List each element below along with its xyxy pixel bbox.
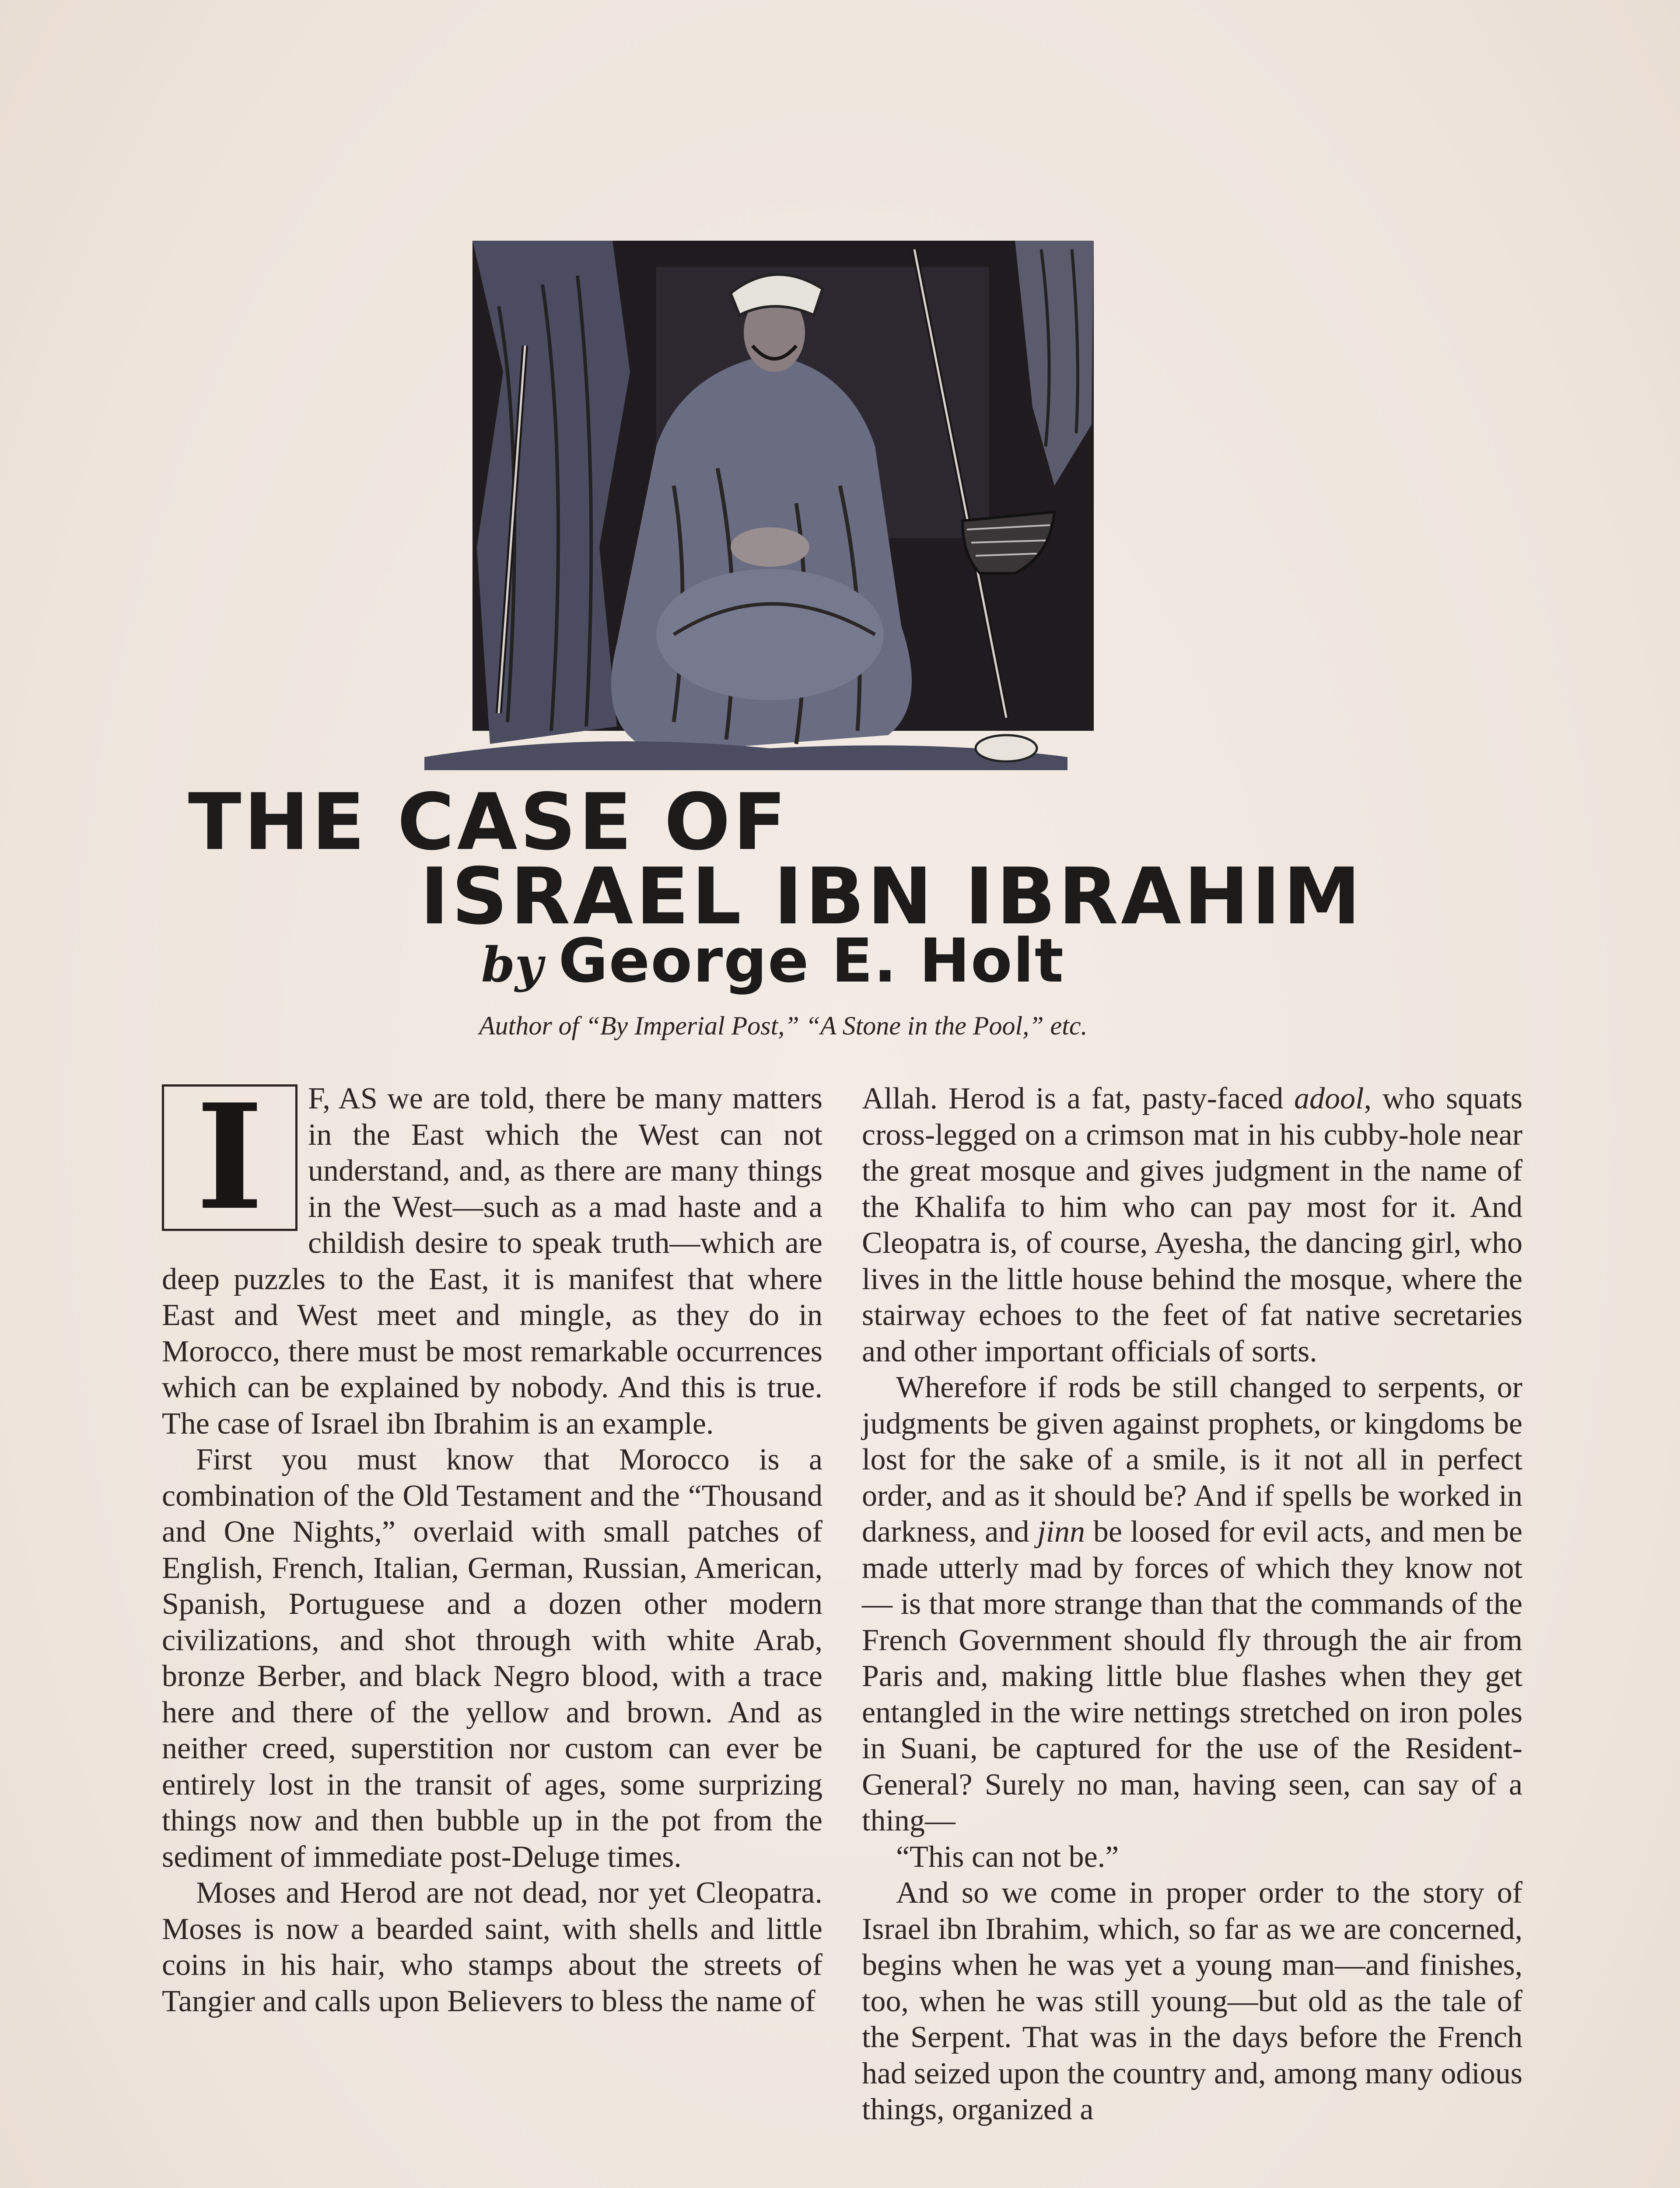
story-illustration — [411, 241, 1181, 792]
author-credits: Author of “By Imperial Post,” “A Stone in the Pool,” etc. — [479, 1011, 1088, 1040]
text-run: be loosed for evil acts, and men be made utterly mad by forces of which they know not— is that more strange than that the commands of the French Government should fly through the air from Paris and, making little blue flashes when they get entangled in the wire nettings stretched on iron poles in Suani, be captured for the use of the Resident-General? Surely no man, having seen, can say of a thing— — [862, 1515, 1522, 1837]
story-title-line-2: ISRAEL IBN IBRAHIM — [420, 851, 1364, 942]
text-column-right — [862, 1081, 1522, 2128]
author-name: George E. Holt — [558, 926, 1064, 996]
paragraph — [862, 1081, 1522, 1370]
paragraph: “This can not be.” — [896, 1840, 1119, 1874]
story-title-line-1: THE CASE OF — [188, 777, 789, 867]
italic-word: adool — [1294, 1082, 1364, 1115]
paragraph: F, AS we are told, there be many matters in the East which the West can not understand, and, as there are many things in the West—such as a mad haste and a childish desire to speak truth—which are deep puzzles to the East, it is manifest that where East and West meet and mingle, as they do in Morocco, there must be most remarkable occurrences which can be explained by nobody. And this is true. The case of Israel ibn Ibrahim is an example. — [162, 1082, 822, 1441]
text-column-left — [162, 1072, 822, 2020]
drop-cap: I — [162, 1084, 298, 1231]
byline — [481, 926, 1064, 996]
paragraph — [862, 1370, 1522, 1839]
text-run: , who squats cross-legged on a crimson mat in his cubby-hole near the great mosque and gives judgment in the name of the Khalifa to him who can pay most for it. And Cleopatra is, of course, Ayesha, the dancing girl, who lives in the little house behind the mosque, where the stairway echoes to the feet of fat native secretaries and other important officials of sorts. — [862, 1082, 1523, 1368]
text-run: Allah. Herod is a fat, pasty-faced — [862, 1082, 1295, 1115]
paragraph: Moses and Herod are not dead, nor yet Cleopatra. Moses is now a bearded saint, with shells and little coins in his hair, who stamps about the streets of Tangier and calls upon Believers to bless the name of — [162, 1876, 822, 2018]
text-run: Wherefore if rods be still changed to serpents, or judgments be given against prophets, or kingdoms be lost for the sake of a smile, is it not all in perfect order, and as it should be? And if spells be worked in darkness, and — [862, 1371, 1522, 1549]
paragraph: First you must know that Morocco is a combination of the Old Testament and the “Thousand and One Nights,” overlaid with small patches of English, French, Italian, German, Russian, American, Spanish, Portuguese and a dozen other modern civilizations, and shot through with white Arab, bronze Berber, and black Negro blood, with a trace here and there of the yellow and brown. And as neither creed, superstition nor custom can ever be entirely lost in the transit of ages, some surprizing things now and then bubble up in the pot from the sediment of immediate post-Deluge times. — [162, 1443, 822, 1874]
paragraph: And so we come in proper order to the story of Israel ibn Ibrahim, which, so far as we are concerned, begins when he was yet a young man—and finishes, too, when he was still young—but old as the tale of the Serpent. That was in the days before the French had seized upon the country and, among many odious things, organized a — [862, 1876, 1522, 2126]
byline-by: by — [481, 936, 543, 993]
italic-word: jinn — [1037, 1515, 1085, 1549]
